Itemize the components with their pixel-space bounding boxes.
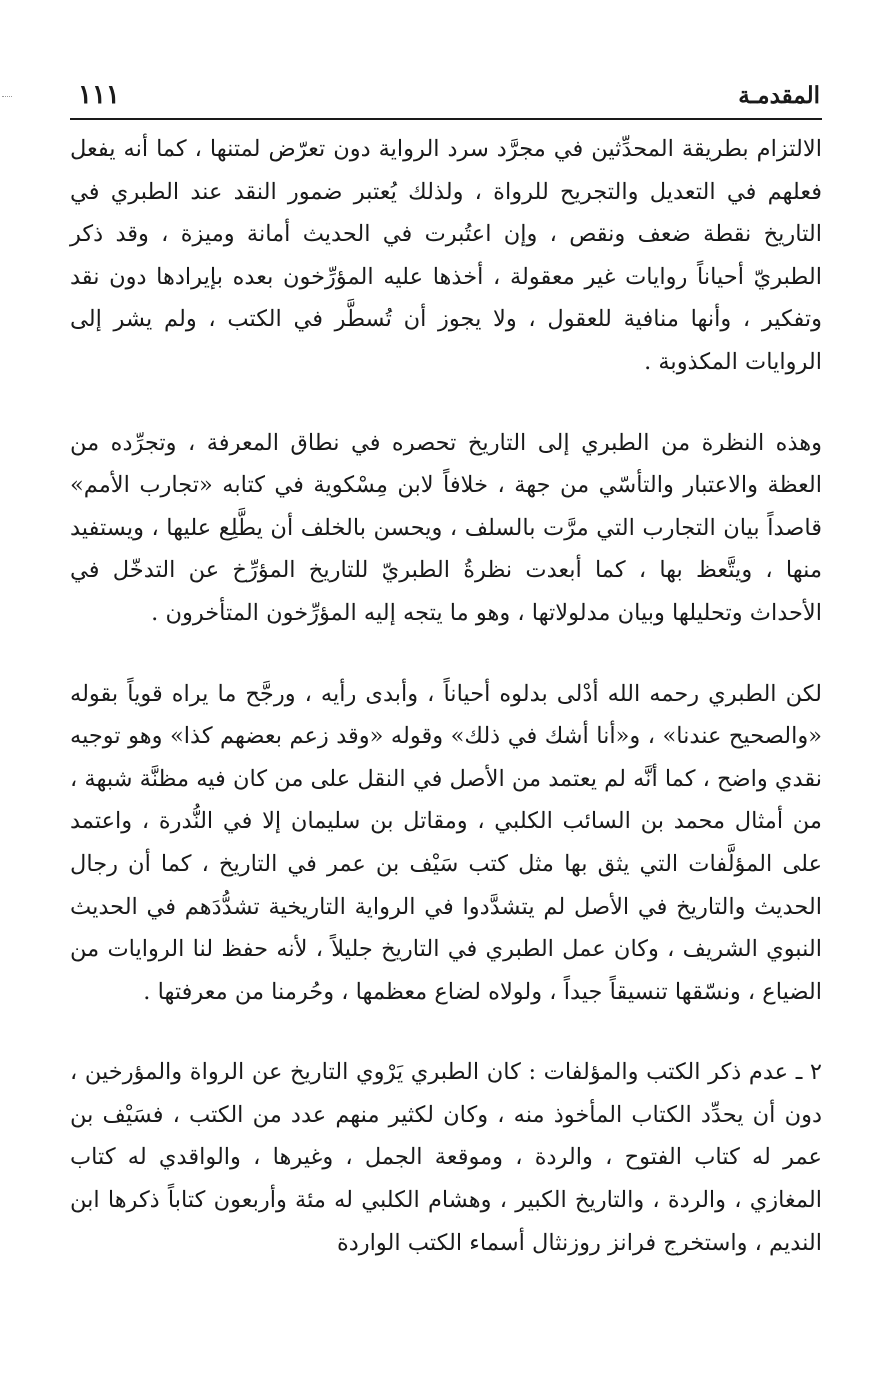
running-title: المقدمـة bbox=[738, 82, 820, 109]
paragraph-3: لكن الطبري رحمه الله أدْلى بدلوه أحياناً ، وأبدى رأيه ، ورجَّح ما يراه قوياً بقوله «والصحيح عندنا» ، و«أنا أشك في ذلك» وقوله «وقد زعم بعضهم كذا» وهو توجيه نقدي واضح ، كما أنَّه لم يعتمد من الأصل في النقل على من كان فيه مظنَّة شبهة ، من أمثال محمد بن السائب الكلبي ، ومقاتل بن سليمان إلا في النُّدرة ، واعتمد على المؤلَّفات التي يثق بها مثل كتب سَيْف بن عمر في التاريخ ، كما أن رجال الحديث والتاريخ في الأصل لم يتشدَّدوا في الرواية التاريخية تشدُّدَهم في الحديث النبوي الشريف ، وكان عمل الطبري في التاريخ جليلاً ، لأنه حفظ لنا الروايات من الضياع ، ونسّقها تنسيقاً جيداً ، ولولاه لضاع معظمها ، وحُرمنا من معرفتها . bbox=[70, 680, 822, 1005]
header-rule bbox=[70, 118, 822, 120]
scan-margin-mark bbox=[2, 96, 12, 98]
page-number: ١١١ bbox=[78, 80, 120, 110]
paragraph-1: الالتزام بطريقة المحدِّثين في مجرَّد سرد الرواية دون تعرّض لمتنها ، كما أنه يفعل فعلهم في التعديل والتجريح للرواة ، ولذلك يُعتبر ضمور النقد عند الطبري في التاريخ نقطة ضعف ونقص ، وإن اعتُبرت في الحديث أمانة وميزة ، وقد ذكر الطبريّ أحياناً روايات غير معقولة ، أخذها عليه المؤرِّخون بعده بإيرادها دون نقد وتفكير ، وأنها منافية للعقول ، ولا يجوز أن تُسطَّر في الكتب ، ولم يشر إلى الروايات المكذوبة . bbox=[70, 136, 822, 375]
page-header bbox=[70, 78, 822, 118]
page-body bbox=[70, 128, 822, 1264]
paragraph-4: ٢ ـ عدم ذكر الكتب والمؤلفات : كان الطبري يَرْوي التاريخ عن الرواة والمؤرخين ، دون أن يحدِّد الكتاب المأخوذ منه ، وكان لكثير منهم عدد من الكتب ، فسَيْف بن عمر له كتاب الفتوح ، والردة ، وموقعة الجمل ، وغيرها ، والواقدي له كتاب المغازي ، والردة ، والتاريخ الكبير ، وهشام الكلبي له مئة وأربعون كتاباً ذكرها ابن النديم ، واستخرج فرانز روزنثال أسماء الكتب الواردة bbox=[70, 1059, 822, 1256]
book-page bbox=[70, 0, 822, 1388]
paragraph-2: وهذه النظرة من الطبري إلى التاريخ تحصره في نطاق المعرفة ، وتجرِّده من العظة والاعتبار والتأسّي من جهة ، خلافاً لابن مِسْكوية في كتابه «تجارب الأمم» قاصداً بيان التجارب التي مرَّت بالسلف ، ويحسن بالخلف أن يطَّلِع عليها ، ويستفيد منها ، ويتَّعظ بها ، كما أبعدت نظرةُ الطبريّ للتاريخ المؤرِّخ عن التدخّل في الأحداث وتحليلها وبيان مدلولاتها ، وهو ما يتجه إليه المؤرِّخون المتأخرون . bbox=[70, 429, 822, 626]
